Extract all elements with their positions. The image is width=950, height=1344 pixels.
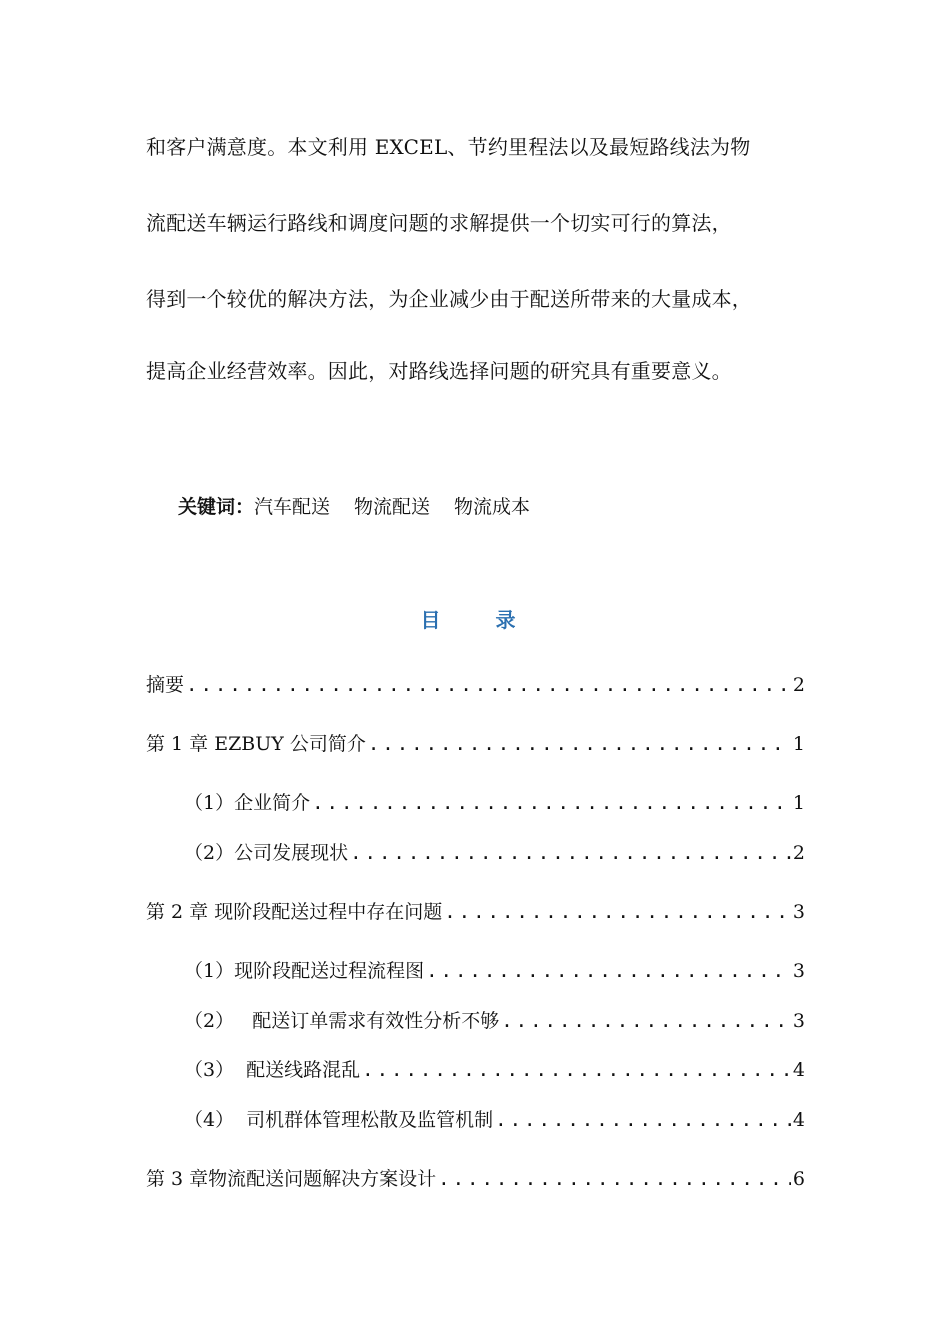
toc-entry-text: （2）公司发展现状 (184, 842, 349, 864)
keyword-item: 物流成本 (454, 496, 531, 518)
paragraph-line: 和客户满意度。本文利用 EXCEL、节约里程法以及最短路线法为物 (146, 135, 751, 159)
toc-entry-text: （4） 司机群体管理松散及监管机制 (184, 1109, 494, 1131)
toc-leader-dots (438, 1168, 791, 1190)
toc-leader-dots (444, 901, 791, 923)
toc-entry-page: 2 (792, 842, 805, 864)
toc-leader-dots (501, 1010, 791, 1032)
toc-title: 目 录 (420, 608, 540, 632)
keyword-item: 汽车配送 (254, 496, 331, 518)
toc-entry-text: （1）企业简介 (184, 792, 311, 814)
toc-entry-text: 第 2 章 现阶段配送过程中存在问题 (146, 901, 443, 923)
toc-leader-dots (186, 674, 791, 696)
toc-entry-page: 3 (792, 1010, 805, 1032)
toc-entry[interactable] (184, 1006, 805, 1033)
toc-entry-page: 6 (792, 1168, 805, 1190)
toc-entry-page: 1 (792, 733, 805, 755)
toc-entry-page: 4 (792, 1109, 805, 1131)
toc-entry[interactable] (146, 1164, 805, 1191)
toc-entry[interactable] (184, 1105, 805, 1132)
toc-entry-text: （1）现阶段配送过程流程图 (184, 960, 425, 982)
toc-entry-page: 4 (792, 1059, 805, 1081)
toc-leader-dots (495, 1109, 791, 1131)
paragraph-line: 流配送车辆运行路线和调度问题的求解提供一个切实可行的算法， (146, 211, 732, 235)
toc-leader-dots (312, 792, 791, 814)
toc-entry-page: 3 (792, 901, 805, 923)
paragraph-line: 得到一个较优的解决方法，为企业减少由于配送所带来的大量成本， (146, 287, 752, 311)
toc-entry-text: 第 1 章 EZBUY 公司简介 (146, 733, 366, 755)
toc-leader-dots (362, 1059, 791, 1081)
toc-entry[interactable] (184, 956, 805, 983)
paragraph-line: 提高企业经营效率。因此，对路线选择问题的研究具有重要意义。 (146, 359, 732, 383)
toc-entry-page: 3 (792, 960, 805, 982)
toc-entry[interactable] (146, 897, 805, 924)
toc-entry[interactable] (146, 670, 805, 697)
toc-entry-page: 1 (792, 792, 805, 814)
toc-entry-page: 2 (792, 674, 805, 696)
toc-entry[interactable] (146, 729, 805, 756)
toc-entry[interactable] (184, 838, 805, 865)
toc-leader-dots (368, 733, 791, 755)
toc-entry[interactable] (184, 788, 805, 815)
keywords-line (178, 492, 554, 519)
toc-entry-text: （3） 配送线路混乱 (184, 1059, 361, 1081)
toc-leader-dots (426, 960, 791, 982)
toc-entry-text: 第 3 章物流配送问题解决方案设计 (146, 1168, 437, 1190)
keywords-label: 关键词： (178, 496, 255, 518)
toc-leader-dots (350, 842, 791, 864)
toc-entry[interactable] (184, 1055, 805, 1082)
toc-entry-text: 摘要 (146, 674, 185, 696)
toc-entry-text: （2） 配送订单需求有效性分析不够 (184, 1010, 500, 1032)
keyword-item: 物流配送 (354, 496, 431, 518)
